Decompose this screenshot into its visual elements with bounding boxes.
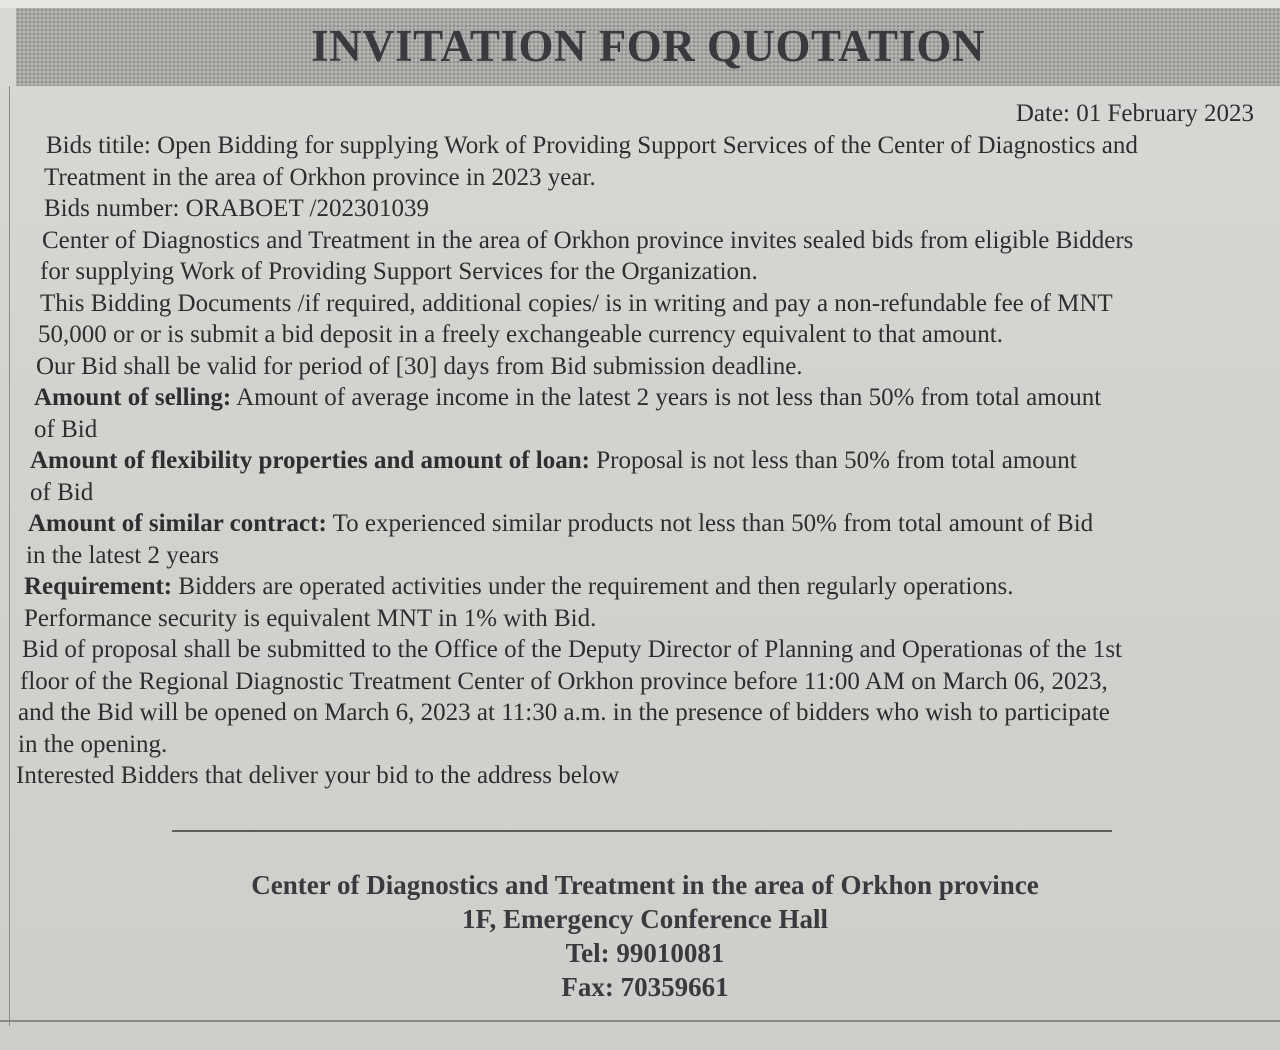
body-line: Performance security is equivalent MNT in 1% with Bid.: [24, 604, 597, 632]
address-hall: 1F, Emergency Conference Hall: [462, 904, 828, 934]
body-line: Treatment in the area of Orkhon province in 2023 year.: [44, 163, 596, 191]
address-org: Center of Diagnostics and Treatment in the area of Orkhon province: [251, 870, 1039, 900]
body-line: Bids titile: Open Bidding for supplying Work of Providing Support Services of the Center of Diagnostics and: [46, 132, 1138, 159]
body-line: 50,000 or or is submit a bid deposit in a freely exchangeable currency equivalent to that amount.: [38, 321, 1003, 348]
body-line: in the latest 2 years: [26, 541, 219, 569]
label-similar-contract: Amount of similar contract:: [28, 510, 327, 537]
notice-date: Date: 01 February 2023: [1015, 100, 1254, 127]
body-line: Amount of flexibility properties and amount of loan: Proposal is not less than 50% from total amount: [30, 447, 1077, 474]
label-requirement: Requirement:: [24, 573, 173, 600]
body-line: Requirement: Bidders are operated activities under the requirement and then regularly operations.: [24, 573, 1014, 600]
body-line: Amount of similar contract: To experienced similar products not less than 50% from total amount of Bid: [28, 510, 1094, 537]
body-line: of Bid: [30, 478, 94, 506]
notice-body: [18, 130, 1274, 792]
notice-title: INVITATION FOR QUOTATION: [311, 21, 985, 71]
bottom-border-rule: [0, 1020, 1280, 1022]
body-line: Our Bid shall be valid for period of [30] days from Bid submission deadline.: [36, 352, 803, 380]
body-line: Bid of proposal shall be submitted to the Office of the Deputy Director of Planning and Operationas of the 1st: [22, 636, 1122, 663]
body-line: floor of the Regional Diagnostic Treatment Center of Orkhon province before 11:00 AM on March 06, 2023,: [20, 667, 1108, 695]
body-line: Interested Bidders that deliver your bid to the address below: [16, 762, 620, 789]
address-tel: Tel: 99010081: [565, 938, 725, 968]
body-line: Bids number: ORABOET /202301039: [44, 195, 429, 222]
body-line: This Bidding Documents /if required, additional copies/ is in writing and pay a non-refundable fee of MNT: [40, 289, 1113, 317]
address-fax: Fax: 70359661: [561, 972, 729, 1002]
body-line: Center of Diagnostics and Treatment in the area of Orkhon province invites sealed bids from eligible Bidders: [42, 226, 1134, 254]
body-line: and the Bid will be opened on March 6, 2023 at 11:30 a.m. in the presence of bidders who wish to participate: [18, 699, 1110, 726]
label-amount-of-selling: Amount of selling:: [34, 384, 232, 411]
body-line: of Bid: [34, 415, 98, 443]
body-line: Amount of selling: Amount of average income in the latest 2 years is not less than 50% from total amount: [34, 384, 1102, 411]
body-line: in the opening.: [18, 730, 168, 758]
label-flexibility-and-loan: Amount of flexibility properties and amount of loan:: [30, 447, 590, 474]
section-divider: [172, 830, 1112, 832]
body-line: for supplying Work of Providing Support Services for the Organization.: [40, 258, 758, 285]
page-top-edge: [0, 0, 1280, 8]
address-block: [0, 868, 1280, 1004]
